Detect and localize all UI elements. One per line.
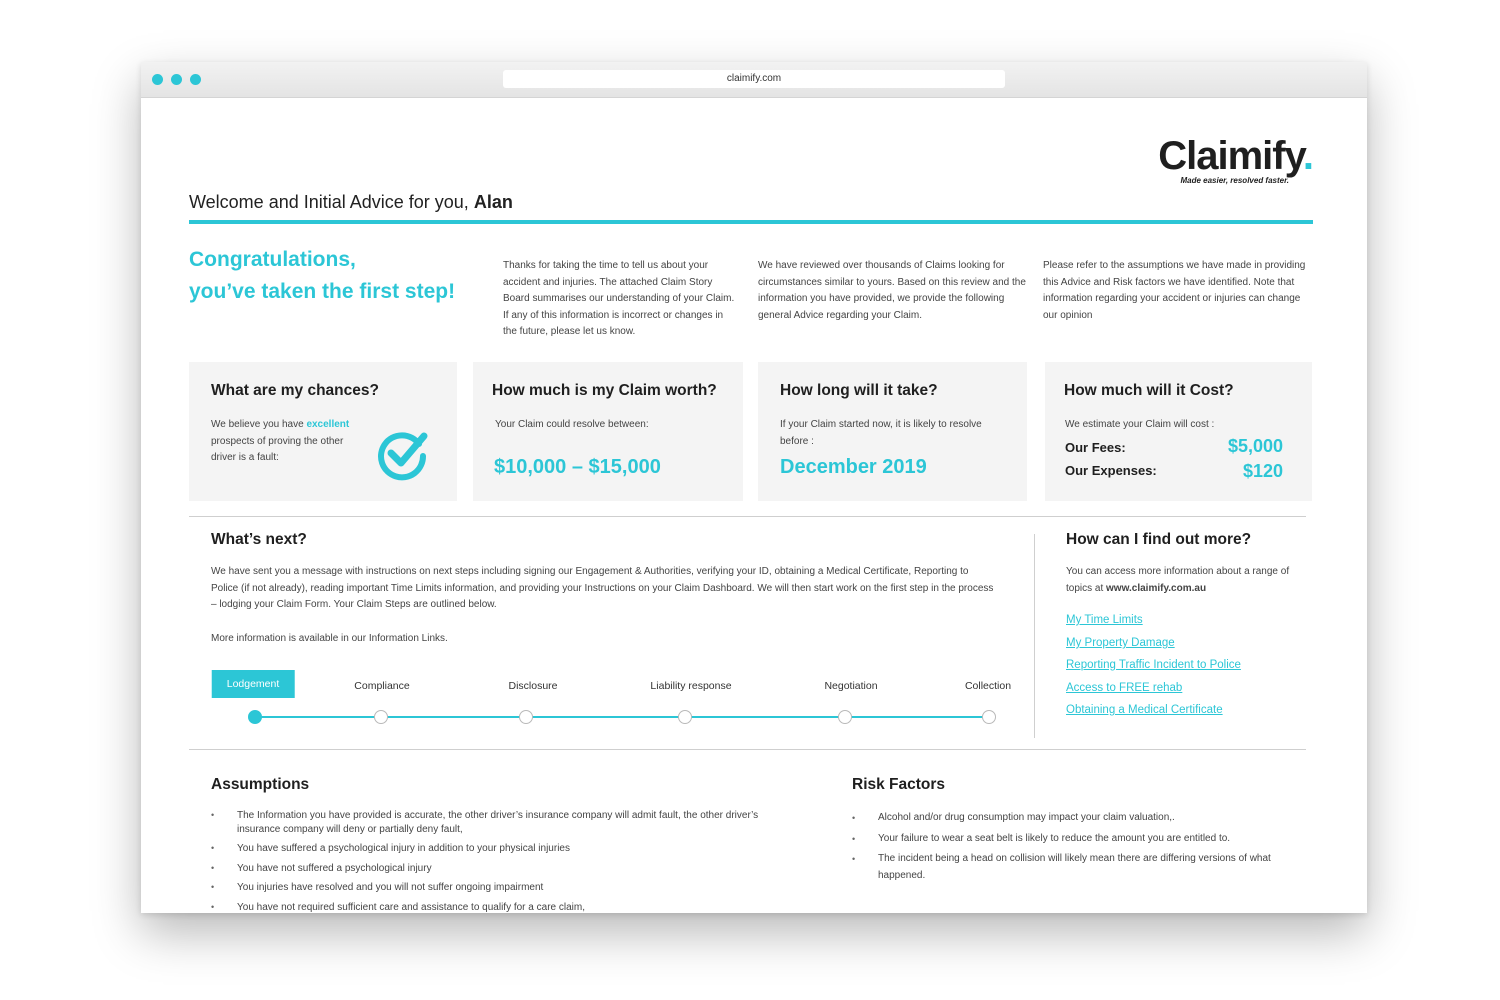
- steps-track: [256, 716, 991, 718]
- cost-description: We estimate your Claim will cost :: [1065, 419, 1215, 430]
- step-dot-collection[interactable]: [982, 710, 996, 724]
- window-minimize-dot[interactable]: [171, 74, 182, 85]
- claim-steps-progress: [211, 670, 1031, 730]
- address-bar[interactable]: claimify.com: [503, 70, 1005, 88]
- intro-paragraph-2: We have reviewed over thousands of Claims looking for circumstances similar to yours. Based on this review and the information you have provided, we provide the following general Advice regarding your Claim.: [758, 260, 1026, 321]
- expenses-value: $120: [1242, 461, 1283, 481]
- worth-title: How much is my Claim worth?: [492, 382, 717, 399]
- risk-factors-title: Risk Factors: [852, 776, 946, 793]
- worth-description: Your Claim could resolve between:: [495, 419, 649, 430]
- browser-titlebar: [141, 62, 1367, 98]
- assumption-item: • You injuries have resolved and you will not suffer ongoing impairment: [211, 881, 771, 895]
- section-divider-top: [189, 516, 1306, 517]
- step-label-liability-response[interactable]: Liability response: [650, 680, 732, 692]
- window-close-dot[interactable]: [152, 74, 163, 85]
- risk-factor-item: • Your failure to wear a seat belt is likely to reduce the amount you are entitled to.: [852, 831, 1277, 848]
- step-dot-lodgement[interactable]: [248, 710, 262, 724]
- assumptions-title: Assumptions: [211, 776, 310, 793]
- fees-label: Our Fees:: [1065, 440, 1126, 455]
- intro-paragraph-1: Thanks for taking the time to tell us about your accident and injuries. The attached Claim Story Board summarises our understanding of your Claim. If any of this information is incorrect or changes in the future, please let us know.: [503, 260, 735, 338]
- whats-next-body: We have sent you a message with instructions on next steps including signing our Engagement & Authorities, verifying your ID, obtaining a Medical Certificate, Reporting to Police (if not already), reading important Time Limits information, and providing your Instructions on your Claim Dashboard. We will then start work on the first step in the process – lodging your Claim Form. Your Claim Steps are outlined below.: [211, 566, 994, 611]
- user-name: Alan: [473, 192, 513, 212]
- step-label-lodgement[interactable]: Lodgement: [212, 670, 295, 698]
- step-label-compliance[interactable]: Compliance: [354, 680, 410, 692]
- check-circle-icon: [375, 426, 431, 482]
- duration-title: How long will it take?: [780, 382, 938, 399]
- window-maximize-dot[interactable]: [190, 74, 201, 85]
- welcome-text: Welcome and Initial Advice for you,: [189, 192, 469, 212]
- link-medical-certificate[interactable]: Obtaining a Medical Certificate: [1066, 704, 1223, 716]
- step-dot-negotiation[interactable]: [838, 710, 852, 724]
- congrats-line-1: Congratulations,: [189, 248, 356, 271]
- logo-dot: .: [1302, 134, 1313, 178]
- assumption-item: • The Information you have provided is accurate, the other driver’s insurance company will admit fault, the other driver’s insurance company will deny or partially deny fault,: [211, 809, 771, 836]
- worth-value: $10,000 – $15,000: [494, 456, 661, 478]
- expenses-label: Our Expenses:: [1065, 463, 1157, 478]
- step-dot-disclosure[interactable]: [519, 710, 533, 724]
- page-title: [189, 192, 513, 213]
- risk-factors-list: [852, 810, 1277, 888]
- cost-title: How much will it Cost?: [1064, 382, 1234, 399]
- link-free-rehab[interactable]: Access to FREE rehab: [1066, 682, 1183, 694]
- logo-tagline: Made easier, resolved faster.: [1180, 176, 1289, 185]
- congrats-line-2: you’ve taken the first step!: [189, 280, 456, 303]
- link-time-limits[interactable]: My Time Limits: [1066, 614, 1143, 626]
- duration-value: December 2019: [780, 456, 927, 478]
- risk-factor-item: • Alcohol and/or drug consumption may impact your claim valuation,.: [852, 810, 1277, 827]
- link-reporting-police[interactable]: Reporting Traffic Incident to Police: [1066, 659, 1241, 671]
- chances-highlight: excellent: [306, 419, 350, 430]
- risk-factor-item: • The incident being a head on collision will likely mean there are differing versions of what happened.: [852, 851, 1277, 884]
- assumptions-list: [211, 809, 771, 921]
- whats-next-more: More information is available in our Information Links.: [211, 633, 448, 644]
- section-divider-bottom: [189, 749, 1306, 750]
- assumption-item: • You have not required sufficient care and assistance to qualify for a care claim,: [211, 901, 771, 915]
- intro-paragraph-3: Please refer to the assumptions we have made in providing this Advice and Risk factors we have identified. Note that information regarding your accident or injuries can change our opinion: [1043, 260, 1306, 321]
- chances-card: [189, 362, 457, 501]
- claimify-logo[interactable]: [1158, 136, 1313, 185]
- page-content: [141, 98, 1367, 913]
- cost-card: [1045, 362, 1312, 501]
- whats-next-title: What’s next?: [211, 531, 307, 548]
- assumption-item: • You have suffered a psychological injury in addition to your physical injuries: [211, 842, 771, 856]
- duration-card: [758, 362, 1027, 501]
- step-label-negotiation[interactable]: Negotiation: [824, 680, 878, 692]
- duration-description: If your Claim started now, it is likely to resolve before :: [780, 419, 982, 447]
- find-out-more-body: You can access more information about a range of topics at www.claimify.com.au: [1066, 566, 1290, 594]
- worth-card: [473, 362, 743, 501]
- browser-window: [141, 62, 1367, 913]
- step-label-collection[interactable]: Collection: [964, 680, 1012, 692]
- find-out-more-title: How can I find out more?: [1066, 531, 1252, 548]
- step-dot-compliance[interactable]: [374, 710, 388, 724]
- link-property-damage[interactable]: My Property Damage: [1066, 637, 1175, 649]
- chances-description: We believe you have excellent prospects of proving the other driver is a fault:: [211, 419, 350, 464]
- column-divider: [1034, 534, 1035, 738]
- logo-text: Claimify: [1158, 134, 1303, 178]
- step-dot-liability-response[interactable]: [678, 710, 692, 724]
- assumption-item: • You have not suffered a psychological injury: [211, 862, 771, 876]
- chances-title: What are my chances?: [211, 382, 379, 399]
- claimify-site-link[interactable]: www.claimify.com.au: [1106, 582, 1207, 594]
- step-label-disclosure[interactable]: Disclosure: [508, 680, 558, 692]
- fees-value: $5,000: [1227, 436, 1283, 456]
- congrats-heading: [189, 220, 455, 308]
